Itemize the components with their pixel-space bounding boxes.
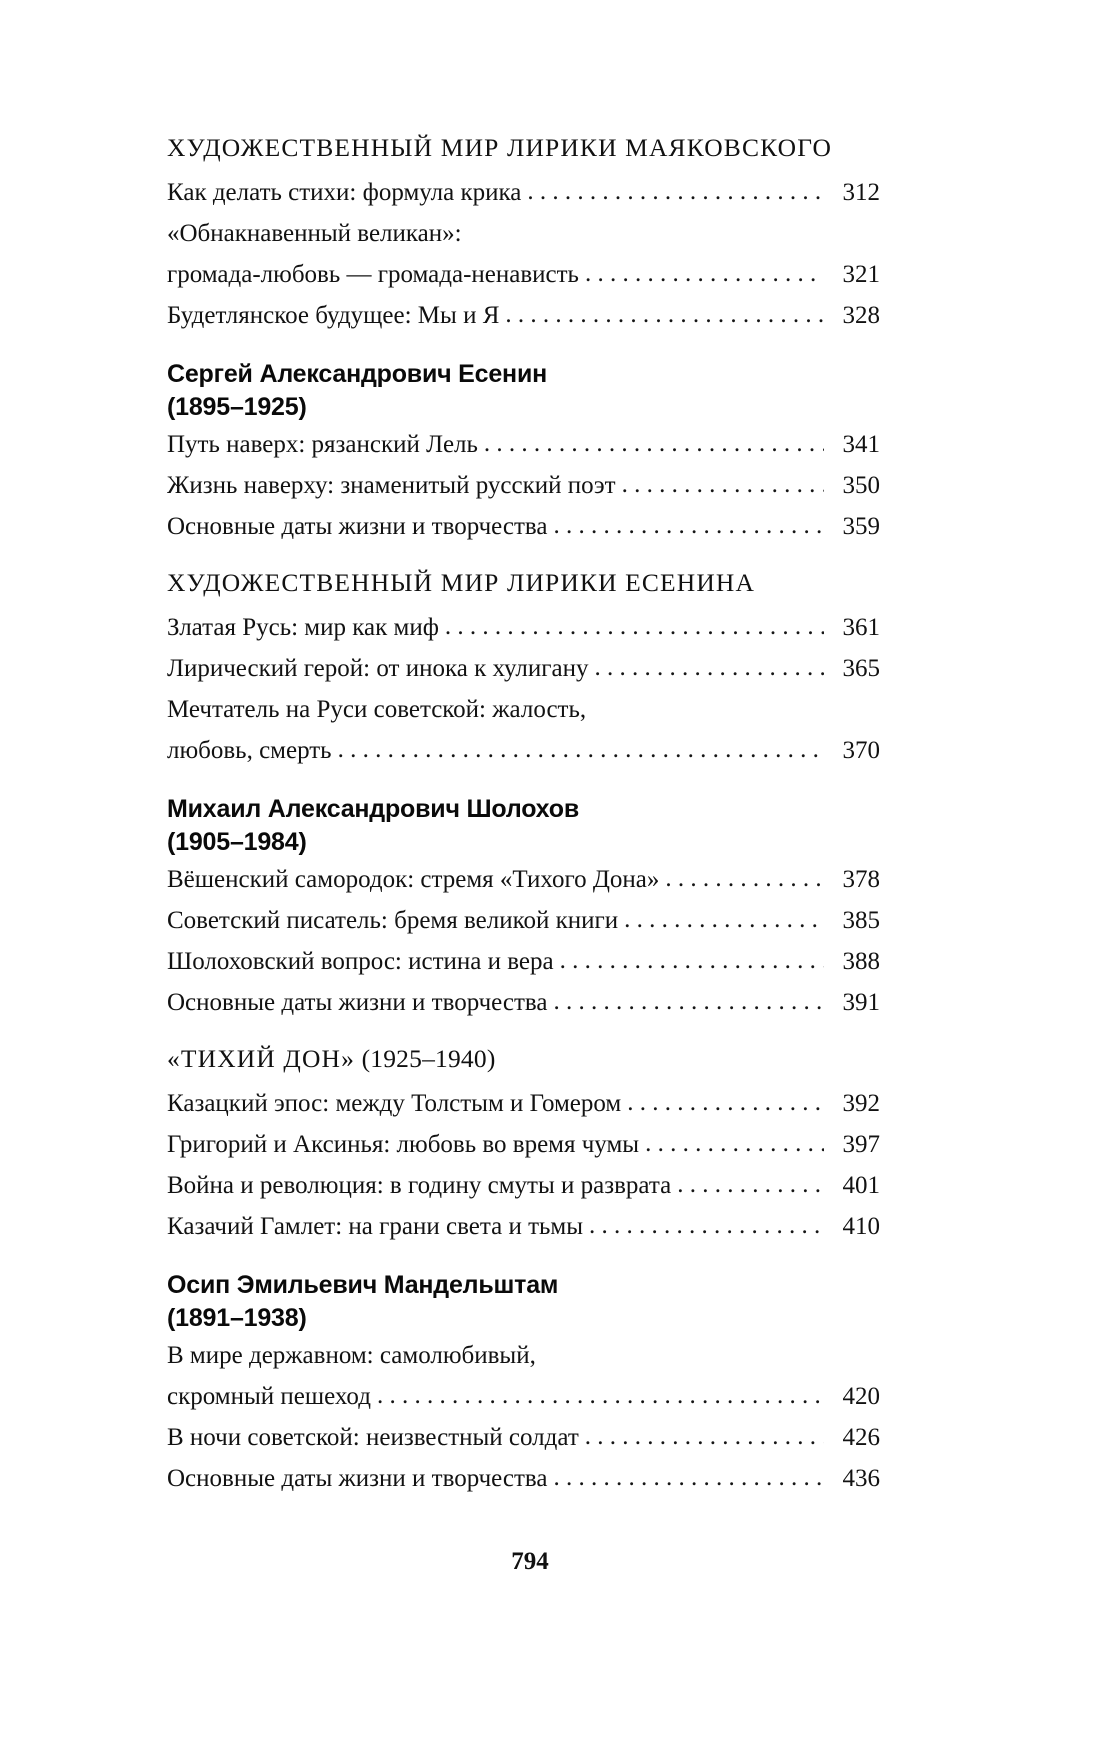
toc-entry-page-number: 436 (842, 1465, 880, 1492)
toc-entry-title-line-2: скромный пешеход (167, 1383, 371, 1410)
toc-entry[interactable] (167, 607, 880, 648)
toc-entry-page-number: 420 (842, 1383, 880, 1410)
author-life-years: (1891–1938) (167, 1304, 307, 1332)
dot-leader (627, 1082, 824, 1123)
toc-entry[interactable] (167, 295, 880, 336)
toc-entry-title: Как делать стихи: формула крика (167, 179, 522, 206)
page-folio-number: 794 (511, 1548, 549, 1575)
toc-entry-title-line-2: любовь, смерть (167, 737, 332, 764)
author-life-years: (1905–1984) (167, 828, 307, 856)
toc-entry-page-number: 350 (842, 472, 880, 499)
author-name: Михаил Александрович Шолохов (167, 795, 580, 823)
toc-entry-title: Казацкий эпос: между Толстым и Гомером (167, 1090, 622, 1117)
toc-entry-title: Будетлянское будущее: Мы и Я (167, 302, 500, 329)
toc-entry-title: Советский писатель: бремя великой книги (167, 907, 619, 934)
toc-entry-title: Основные даты жизни и творчества (167, 1465, 548, 1492)
dot-leader (624, 899, 824, 940)
toc-entry-title: Основные даты жизни и творчества (167, 989, 548, 1016)
author-heading (167, 358, 880, 424)
toc-entry-page-number: 397 (842, 1131, 880, 1158)
dot-leader (445, 606, 824, 647)
toc-entry-title: Лирический герой: от инока к хулигану (167, 655, 589, 682)
toc-entry[interactable] (167, 982, 880, 1023)
toc-entry-title-line-1: «Обнакнавенный великан»: (167, 220, 462, 247)
toc-entry-page-number: 370 (842, 737, 880, 764)
toc-entry-title: Златая Русь: мир как миф (167, 614, 439, 641)
section-gap (167, 1023, 880, 1039)
dot-leader (560, 940, 824, 981)
toc-entry[interactable] (167, 1417, 880, 1458)
section-heading (167, 1039, 880, 1079)
toc-entry-title: Основные даты жизни и творчества (167, 513, 548, 540)
author-name: Осип Эмильевич Мандельштам (167, 1271, 559, 1299)
toc-entry[interactable] (167, 465, 880, 506)
toc-entry-title: Казачий Гамлет: на грани света и тьмы (167, 1213, 584, 1240)
toc-entry-title: Путь наверх: рязанский Лель (167, 431, 478, 458)
toc-entry[interactable] (167, 1206, 880, 1247)
section-gap (167, 547, 880, 563)
author-heading (167, 793, 880, 859)
toc-entry-second-line (167, 1376, 880, 1417)
toc-entry[interactable] (167, 1165, 880, 1206)
section-heading-title: «ТИХИЙ ДОН» (167, 1044, 355, 1073)
toc-entry[interactable] (167, 689, 880, 771)
toc-entry-title: Шолоховский вопрос: истина и вера (167, 948, 554, 975)
toc-entry[interactable] (167, 424, 880, 465)
toc-entry-title-line-1: В мире державном: самолюбивый, (167, 1342, 536, 1369)
dot-leader (527, 171, 824, 212)
section-heading: ХУДОЖЕСТВЕННЫЙ МИР ЛИРИКИ ЕСЕНИНА (167, 568, 756, 597)
author-heading (167, 1269, 880, 1335)
toc-entry-page-number: 385 (842, 907, 880, 934)
dot-leader (677, 1164, 824, 1205)
dot-leader (553, 981, 824, 1022)
dot-leader (665, 858, 824, 899)
dot-leader (589, 1205, 824, 1246)
dot-leader (553, 505, 824, 546)
toc-entry-second-line (167, 730, 880, 771)
toc-entry-page-number: 359 (842, 513, 880, 540)
toc-entry-title-line-2: громада-любовь — громада-ненависть (167, 261, 579, 288)
dot-leader (622, 464, 824, 505)
toc-entry-page-number: 361 (842, 614, 880, 641)
section-heading-years: (1925–1940) (355, 1044, 496, 1073)
toc-entry[interactable] (167, 648, 880, 689)
table-of-contents (167, 128, 880, 1499)
toc-entry[interactable] (167, 213, 880, 295)
toc-entry-title: Война и революция: в годину смуты и разврата (167, 1172, 672, 1199)
toc-entry-page-number: 392 (842, 1090, 880, 1117)
toc-entry[interactable] (167, 172, 880, 213)
toc-entry-title: В ночи советской: неизвестный солдат (167, 1424, 579, 1451)
toc-entry-page-number: 341 (842, 431, 880, 458)
toc-entry[interactable] (167, 900, 880, 941)
dot-leader (645, 1123, 824, 1164)
toc-entry[interactable] (167, 941, 880, 982)
dot-leader (585, 1416, 824, 1457)
dot-leader (377, 1375, 824, 1416)
dot-leader (484, 423, 824, 464)
dot-leader (505, 294, 824, 335)
section-gap (167, 771, 880, 793)
toc-entry-page-number: 321 (842, 261, 880, 288)
toc-entry-page-number: 312 (842, 179, 880, 206)
toc-entry-title: Григорий и Аксинья: любовь во время чумы (167, 1131, 640, 1158)
toc-entry-title-line-1: Мечтатель на Руси советской: жалость, (167, 696, 587, 723)
toc-entry[interactable] (167, 1458, 880, 1499)
toc-entry[interactable] (167, 1335, 880, 1417)
section-gap (167, 336, 880, 358)
toc-entry-page-number: 401 (842, 1172, 880, 1199)
toc-entry-page-number: 410 (842, 1213, 880, 1240)
toc-entry[interactable] (167, 506, 880, 547)
toc-entry-page-number: 426 (842, 1424, 880, 1451)
section-gap (167, 1247, 880, 1269)
dot-leader (338, 729, 824, 770)
dot-leader (585, 253, 824, 294)
toc-entry-page-number: 391 (842, 989, 880, 1016)
section-heading: ХУДОЖЕСТВЕННЫЙ МИР ЛИРИКИ МАЯКОВСКОГО (167, 133, 833, 162)
toc-entry[interactable] (167, 859, 880, 900)
author-life-years: (1895–1925) (167, 393, 307, 421)
toc-entry-page-number: 328 (842, 302, 880, 329)
toc-entry-title: Вёшенский самородок: стремя «Тихого Дона» (167, 866, 660, 893)
author-name: Сергей Александрович Есенин (167, 360, 548, 388)
toc-entry-page-number: 388 (842, 948, 880, 975)
dot-leader (595, 647, 825, 688)
toc-entry-second-line (167, 254, 880, 295)
toc-entry[interactable] (167, 1083, 880, 1124)
toc-entry-title: Жизнь наверху: знаменитый русский поэт (167, 472, 616, 499)
toc-entry-page-number: 365 (842, 655, 880, 682)
dot-leader (553, 1457, 824, 1498)
toc-entry-page-number: 378 (842, 866, 880, 893)
toc-entry[interactable] (167, 1124, 880, 1165)
